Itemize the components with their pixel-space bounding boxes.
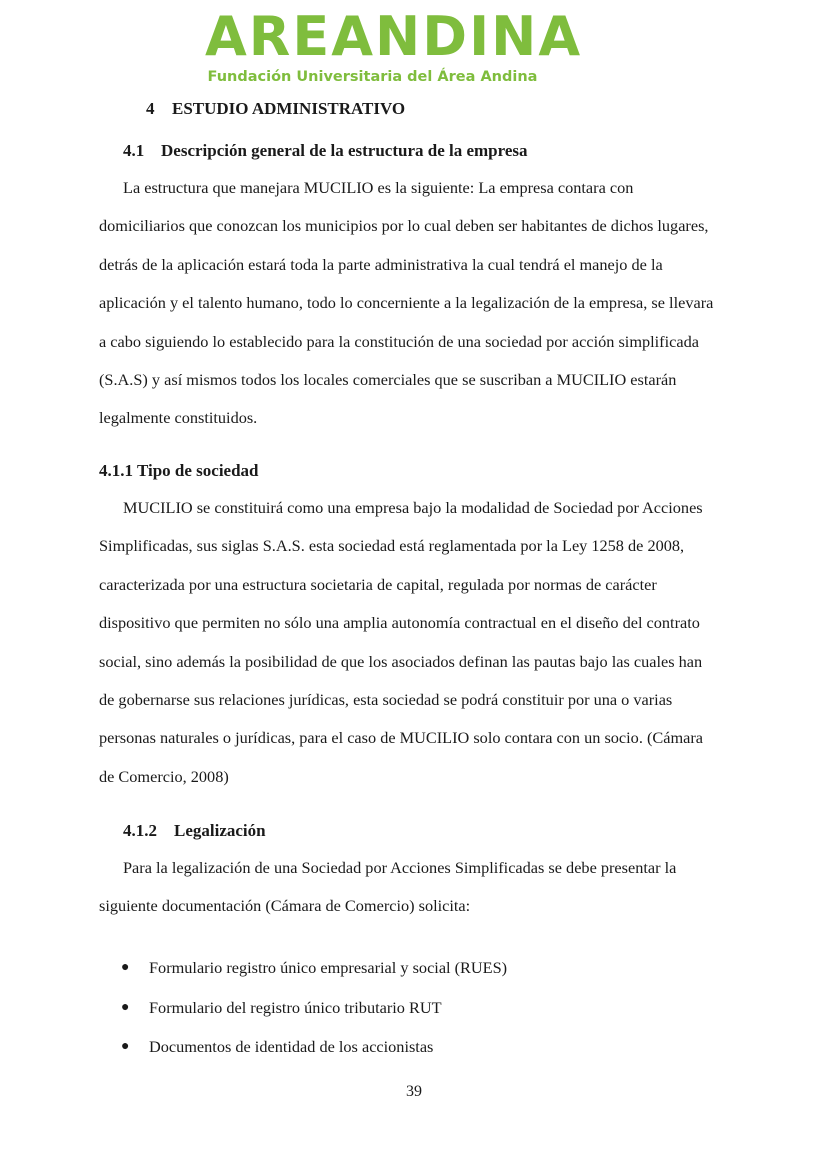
logo-wordmark: AREANDINA	[205, 5, 583, 68]
paragraph-line: de Comercio, 2008)	[99, 766, 229, 786]
paragraph-line: Simplificadas, sus siglas S.A.S. esta sociedad está reglamentada por la Ley 1258 de 2008,	[99, 536, 685, 556]
bullet-icon: ●	[121, 1039, 130, 1054]
requirements-list	[100, 948, 507, 1067]
paragraph-line: caracterizada por una estructura societaria de capital, regulada por normas de carácter	[99, 574, 657, 594]
paragraph-line: domiciliarios que conozcan los municipios por lo cual deben ser habitantes de dichos lugares,	[99, 216, 709, 236]
subsection-4-1-2-title: Legalización	[174, 821, 266, 840]
paragraph-line: dispositivo que permiten no sólo una amplia autonomía contractual en el diseño del contrato	[99, 613, 700, 633]
subsection-4-1-1-paragraph	[99, 489, 739, 796]
paragraph-line: Para la legalización de una Sociedad por Acciones Simplificadas se debe presentar la	[123, 858, 677, 877]
section-number: 4	[146, 99, 155, 118]
section-heading	[146, 98, 405, 120]
subsection-4-1-2-heading	[123, 820, 266, 842]
section-title: ESTUDIO ADMINISTRATIVO	[172, 99, 406, 118]
paragraph-line: personas naturales o jurídicas, para el caso de MUCILIO solo contara con un socio. (Cámara	[99, 728, 704, 748]
paragraph-line: social, sino además la posibilidad de que los asociados definan las pautas bajo las cuales han	[99, 651, 703, 671]
paragraph-line: (S.A.S) y así mismos todos los locales comerciales que se suscriban a MUCILIO estarán	[99, 370, 677, 390]
list-item-text: Formulario del registro único tributario RUT	[149, 997, 442, 1017]
subsection-4-1-1-heading: 4.1.1 Tipo de sociedad	[99, 461, 259, 480]
bullet-icon: ●	[121, 999, 130, 1015]
bullet-icon: ●	[121, 960, 130, 975]
list-item	[100, 1027, 507, 1067]
logo-subtitle: Fundación Universitaria del Área Andina	[207, 69, 538, 85]
list-item-text: Formulario registro único empresarial y social (RUES)	[149, 958, 508, 977]
paragraph-line: aplicación y el talento humano, todo lo concerniente a la legalización de la empresa, se llevara	[99, 293, 714, 313]
subsection-4-1-title: Descripción general de la estructura de la empresa	[161, 141, 528, 160]
subsection-4-1-2-number: 4.1.2	[123, 821, 157, 840]
paragraph-line: detrás de la aplicación estará toda la parte administrativa la cual tendrá el manejo de la	[99, 254, 663, 274]
list-item	[100, 948, 507, 988]
paragraph-line: La estructura que manejara MUCILIO es la siguiente: La empresa contara con	[123, 178, 634, 197]
paragraph-line: a cabo siguiendo lo establecido para la constitución de una sociedad por acción simplificada	[99, 331, 699, 351]
list-item	[100, 988, 507, 1028]
subsection-4-1-2-paragraph	[99, 849, 739, 926]
paragraph-line: legalmente constituidos.	[99, 408, 258, 428]
paragraph-line: de gobernarse sus relaciones jurídicas, esta sociedad se podrá constituir por una o varias	[99, 690, 673, 710]
paragraph-line: MUCILIO se constituirá como una empresa bajo la modalidad de Sociedad por Acciones	[123, 498, 703, 517]
list-item-text: Documentos de identidad de los accionistas	[149, 1037, 434, 1056]
areandina-logo	[205, 5, 583, 92]
subsection-4-1-number: 4.1	[123, 141, 145, 160]
paragraph-line: siguiente documentación (Cámara de Comercio) solicita:	[99, 896, 471, 916]
subsection-4-1-paragraph	[99, 169, 739, 438]
page-number: 39	[406, 1083, 422, 1100]
subsection-4-1-heading	[123, 140, 528, 162]
